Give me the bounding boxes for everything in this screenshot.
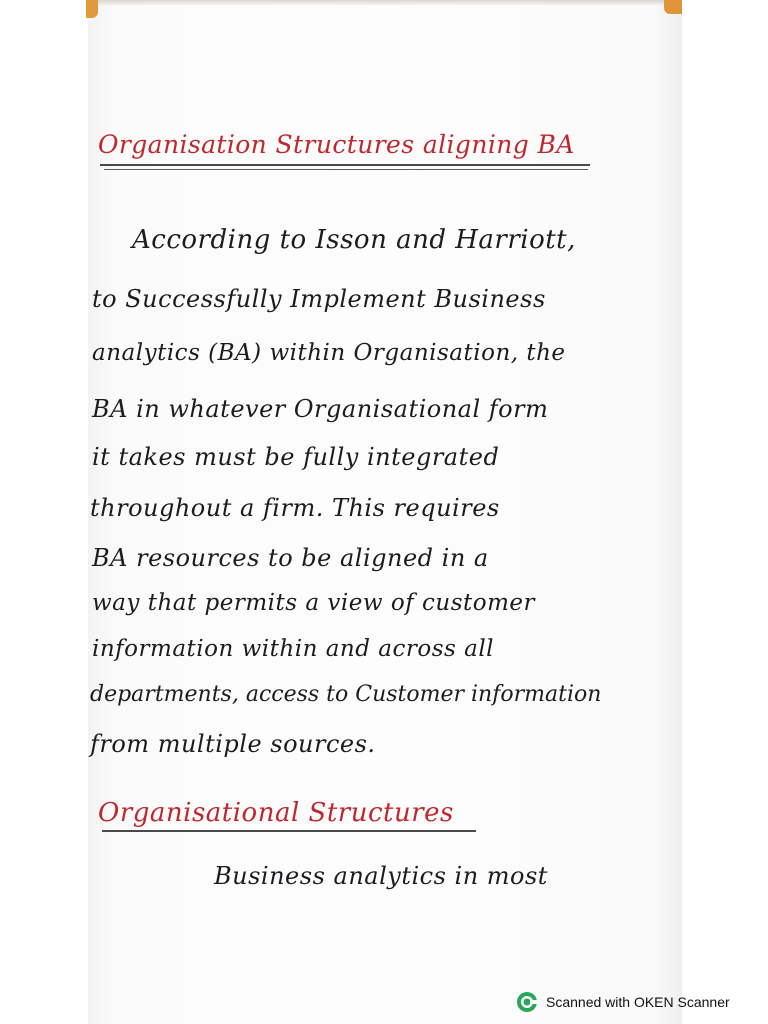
paragraph-line: Business analytics in most xyxy=(214,862,548,890)
heading-underline xyxy=(100,164,590,166)
page-edge-left-corner xyxy=(86,0,98,18)
heading-2-underline xyxy=(102,830,476,832)
left-margin xyxy=(0,0,88,1024)
page-edge-right-corner xyxy=(664,0,682,14)
paragraph-line: information within and across all xyxy=(92,636,495,662)
paragraph-line: throughout a firm. This requires xyxy=(90,494,500,522)
paragraph-line: BA resources to be aligned in a xyxy=(92,544,489,572)
paragraph-line: According to Isson and Harriott, xyxy=(132,225,576,255)
scanner-watermark-label: Scanned with OKEN Scanner xyxy=(546,994,730,1010)
heading-organisation-structures: Organisation Structures aligning BA xyxy=(98,130,575,159)
paragraph-line: departments, access to Customer information xyxy=(90,682,602,707)
heading-organisational-structures: Organisational Structures xyxy=(98,798,454,828)
scanner-watermark xyxy=(516,990,730,1014)
page-top-shadow xyxy=(98,0,664,6)
right-margin xyxy=(682,0,768,1024)
paragraph-line: from multiple sources. xyxy=(90,730,376,758)
oken-scanner-logo-icon xyxy=(516,991,538,1013)
paragraph-line: way that permits a view of customer xyxy=(92,590,536,616)
paragraph-line: BA in whatever Organisational form xyxy=(92,395,549,423)
paragraph-line: it takes must be fully integrated xyxy=(92,443,500,471)
paragraph-line: to Successfully Implement Business xyxy=(92,285,546,313)
heading-underline-double xyxy=(104,169,588,170)
paragraph-line: analytics (BA) within Organisation, the xyxy=(92,340,566,366)
